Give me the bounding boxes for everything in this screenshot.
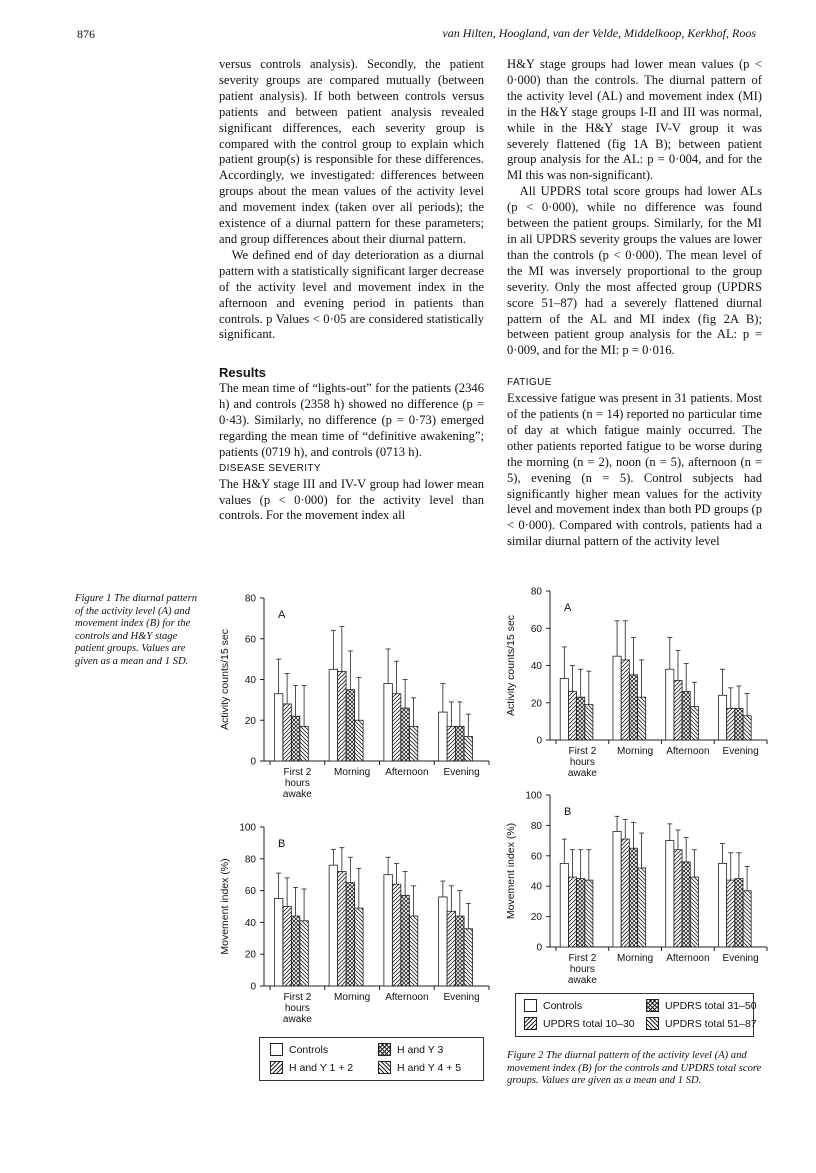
bar [346, 883, 354, 986]
y-tick-label: 20 [244, 715, 256, 727]
paragraph: H&Y stage groups had lower mean values (p < 0·000) than the controls. The diurnal pattern of the activity level (AL) and movement index (MI) in the H&Y stage groups I-II and III was normal, while in the H&Y stage IV-V group it was severely flattened (fig 1A B); between patient group analysis for the AL: p = 0·004, and for the MI this was non-significant). [507, 57, 762, 183]
bar [727, 708, 735, 740]
bar [401, 708, 409, 761]
bar [355, 908, 363, 986]
bar [682, 862, 690, 947]
figure1-caption: Figure 1 The diurnal pattern of the activity level (A) and movement index (B) for the controls and H&Y stage patient groups. Values are given as a mean and 1 SD. [75, 593, 198, 667]
legend-item-updrs-10-30 [524, 1017, 635, 1030]
bar [274, 694, 282, 761]
bar [690, 706, 698, 740]
bar [727, 880, 735, 947]
bar [674, 850, 682, 947]
bar [384, 684, 392, 761]
bar [577, 879, 585, 947]
bar [613, 656, 621, 740]
bar [464, 929, 472, 986]
swatch-cross [378, 1043, 391, 1056]
legend-item-hy3 [378, 1043, 443, 1056]
bar [577, 697, 585, 740]
bar [621, 839, 629, 947]
panel-label: B [278, 838, 286, 850]
running-head: van Hilten, Hoogland, van der Velde, Middelkoop, Kerkhof, Roos [442, 26, 756, 40]
y-tick-label: 40 [244, 675, 256, 686]
swatch-back-hatch [646, 1017, 659, 1030]
x-tick-label: Morning [334, 767, 371, 778]
bar [291, 716, 299, 761]
bar [338, 872, 346, 986]
y-tick-label: 40 [530, 881, 542, 893]
paragraph: versus controls analysis). Secondly, the patient severity groups are compared mutually (between patient analysis). If both between controls versus patients and between patient analysis revealed significant differences, each severity group is compared with the control group to explain which patient group(s) is responsible for these differences. Accordingly, we investigated: differences between groups about the mean values of the activity level and movement index (taken over all periods); the existence of a diurnal pattern for these parameters; and group differences about their diurnal pattern. [219, 57, 484, 246]
bar [274, 899, 282, 986]
bar [329, 865, 337, 986]
x-tick-label: Evening [722, 953, 759, 964]
figure1-panel-a-chart [212, 590, 497, 805]
bar [329, 669, 337, 761]
swatch-back-hatch [378, 1061, 391, 1074]
bar [735, 879, 743, 947]
bar [291, 916, 299, 986]
subsection-heading-fatigue: FATIGUE [507, 377, 552, 389]
y-tick-label: 80 [530, 586, 542, 598]
y-axis-label: Movement index (%) [505, 822, 517, 920]
legend-label: UPDRS total 51–87 [665, 1017, 757, 1030]
legend-label: H and Y 3 [397, 1043, 444, 1056]
bar [585, 705, 593, 740]
text-column-left [219, 57, 484, 524]
y-axis-label: Activity counts/15 sec [505, 615, 517, 716]
section-heading-results: Results [219, 365, 266, 381]
swatch-cross [646, 999, 659, 1012]
bar [283, 907, 291, 987]
swatch-empty [524, 999, 537, 1012]
y-axis-label: Activity counts/15 sec [219, 629, 231, 730]
bar [585, 880, 593, 947]
x-tick-label: Afternoon [385, 992, 429, 1003]
paragraph: The H&Y stage III and IV-V group had lower mean values (p < 0·000) for the activity level than controls. For the movement index all [219, 476, 484, 523]
panel-label: A [564, 602, 572, 614]
page-number: 876 [77, 27, 95, 41]
y-tick-label: 60 [244, 634, 256, 646]
y-tick-label: 0 [536, 735, 542, 747]
legend-item-updrs-31-50 [646, 999, 757, 1012]
bar [568, 692, 576, 740]
figure2-caption: Figure 2 The diurnal pattern of the activity level (A) and movement index (B) for the controls and UPDRS total score groups. Values are given as a mean and 1 SD. [507, 1050, 762, 1086]
legend-label: UPDRS total 31–50 [665, 999, 757, 1012]
y-tick-label: 0 [250, 756, 256, 768]
bar [682, 692, 690, 740]
legend-label: Controls [543, 999, 583, 1012]
bar [355, 720, 363, 761]
x-tick-label: Evening [722, 746, 759, 757]
bar [560, 679, 568, 740]
bar [629, 675, 637, 740]
x-tick-label: First 2 hours awake [282, 767, 312, 800]
bar [456, 916, 464, 986]
bar [439, 712, 447, 761]
y-axis-label: Movement index (%) [219, 858, 231, 955]
x-tick-label: Evening [443, 992, 480, 1003]
paragraph: We defined end of day deterioration as a diurnal pattern with a statistically significant larger decrease of the activity level and movement index in the afternoon and evening period in patients than controls. p Values < 0·05 are considered statistically significant. [219, 247, 484, 342]
x-tick-label: Afternoon [385, 767, 429, 778]
swatch-forward-hatch [270, 1061, 283, 1074]
bar [401, 895, 409, 986]
figure2-legend [515, 993, 757, 1037]
y-tick-label: 0 [536, 942, 542, 954]
legend-item-controls [270, 1043, 328, 1056]
legend-label: Controls [289, 1043, 329, 1056]
x-tick-label: Morning [617, 746, 654, 757]
bar [384, 875, 392, 986]
y-tick-label: 0 [250, 981, 256, 993]
paragraph: All UPDRS total score groups had lower ALs (p < 0·000), while no difference was found between the patient groups. Similarly, for the MI in all UPDRS severity groups the values are lower than the controls (p < 0·000). The mean level of the MI was inversely proportional to the group severity. Only the most affected group (UPDRS score 51–87) had a severely flattened diurnal pattern of the AL and MI index (fig 2A B); between patient group analysis for the AL: p = 0·009, and for the MI: p = 0·016. [507, 184, 762, 358]
y-tick-label: 80 [244, 854, 256, 866]
bar [447, 911, 455, 986]
bar [300, 726, 308, 761]
y-tick-label: 80 [244, 593, 256, 605]
bar [666, 669, 674, 740]
x-tick-label: First 2 hours awake [567, 746, 597, 779]
panel-label: A [278, 609, 286, 621]
bar [613, 831, 621, 947]
x-tick-label: Afternoon [666, 746, 710, 757]
bar [409, 916, 417, 986]
paragraph: The mean time of “lights-out” for the patients (2346 h) and controls (2358 h) showed no difference (p = 0·43). Similarly, no difference (p = 0·73) emerged regarding the mean time of “definitive awakening”; patients (0719 h), and controls (0713 h). [219, 381, 484, 459]
paragraph: Excessive fatigue was present in 31 patients. Most of the patients (n = 14) reported no particular time of day at which fatigue mainly occurred. The other patients reported fatigue to be worse during the morning (n = 2), noon (n = 5), afternoon (n = 5), evening (n = 5). Control subjects had significantly higher mean values for the activity level and movement index than both PD groups (p < 0·000). Compared with controls, patients had a similar diurnal pattern of the activity level [507, 391, 762, 549]
y-tick-label: 40 [244, 917, 256, 929]
figure2-panel-b-chart [500, 787, 775, 987]
legend-label: UPDRS total 10–30 [543, 1017, 635, 1030]
bar [447, 726, 455, 761]
bar [743, 891, 751, 947]
bar [637, 697, 645, 740]
bar [743, 716, 751, 740]
bar [666, 841, 674, 947]
panel-label: B [564, 806, 572, 818]
legend-label: H and Y 1 + 2 [289, 1061, 354, 1074]
x-tick-label: Evening [443, 767, 480, 778]
bar [392, 884, 400, 986]
x-tick-label: Morning [334, 992, 371, 1003]
bar [338, 671, 346, 761]
bar [674, 680, 682, 740]
bar [629, 848, 637, 947]
text-column-right [507, 57, 762, 550]
x-tick-label: First 2 hours awake [567, 953, 597, 986]
bar [283, 704, 291, 761]
y-tick-label: 100 [239, 822, 256, 834]
y-tick-label: 40 [530, 661, 542, 672]
bar [568, 877, 576, 947]
bar [392, 694, 400, 761]
bar [637, 868, 645, 947]
bar [456, 726, 464, 761]
y-tick-label: 20 [530, 912, 542, 924]
bar [718, 863, 726, 947]
x-tick-label: First 2 hours awake [282, 992, 312, 1025]
bar [621, 660, 629, 740]
legend-item-updrs-51-87 [646, 1017, 757, 1030]
swatch-empty [270, 1043, 283, 1056]
swatch-forward-hatch [524, 1017, 537, 1030]
bar [346, 690, 354, 761]
legend-label: H and Y 4 + 5 [397, 1061, 462, 1074]
legend-item-hy45 [378, 1061, 461, 1074]
y-tick-label: 80 [530, 820, 542, 832]
figure1-legend [259, 1037, 484, 1081]
legend-item-hy12 [270, 1061, 353, 1074]
x-tick-label: Afternoon [666, 953, 710, 964]
y-tick-label: 60 [530, 851, 542, 863]
bar [560, 863, 568, 947]
y-tick-label: 60 [530, 623, 542, 635]
y-tick-label: 20 [530, 698, 542, 710]
x-tick-label: Morning [617, 953, 654, 964]
y-tick-label: 60 [244, 886, 256, 898]
bar [690, 877, 698, 947]
subsection-heading-disease-severity: DISEASE SEVERITY [219, 462, 321, 474]
bar [718, 695, 726, 740]
y-tick-label: 100 [525, 790, 542, 802]
y-tick-label: 20 [244, 949, 256, 961]
bar [439, 897, 447, 986]
bar [409, 726, 417, 761]
legend-item-controls [524, 999, 582, 1012]
bar [735, 708, 743, 740]
figure2-panel-a-chart [500, 585, 775, 780]
bar [300, 921, 308, 986]
figure1-panel-b-chart [212, 815, 497, 1030]
bar [464, 737, 472, 761]
